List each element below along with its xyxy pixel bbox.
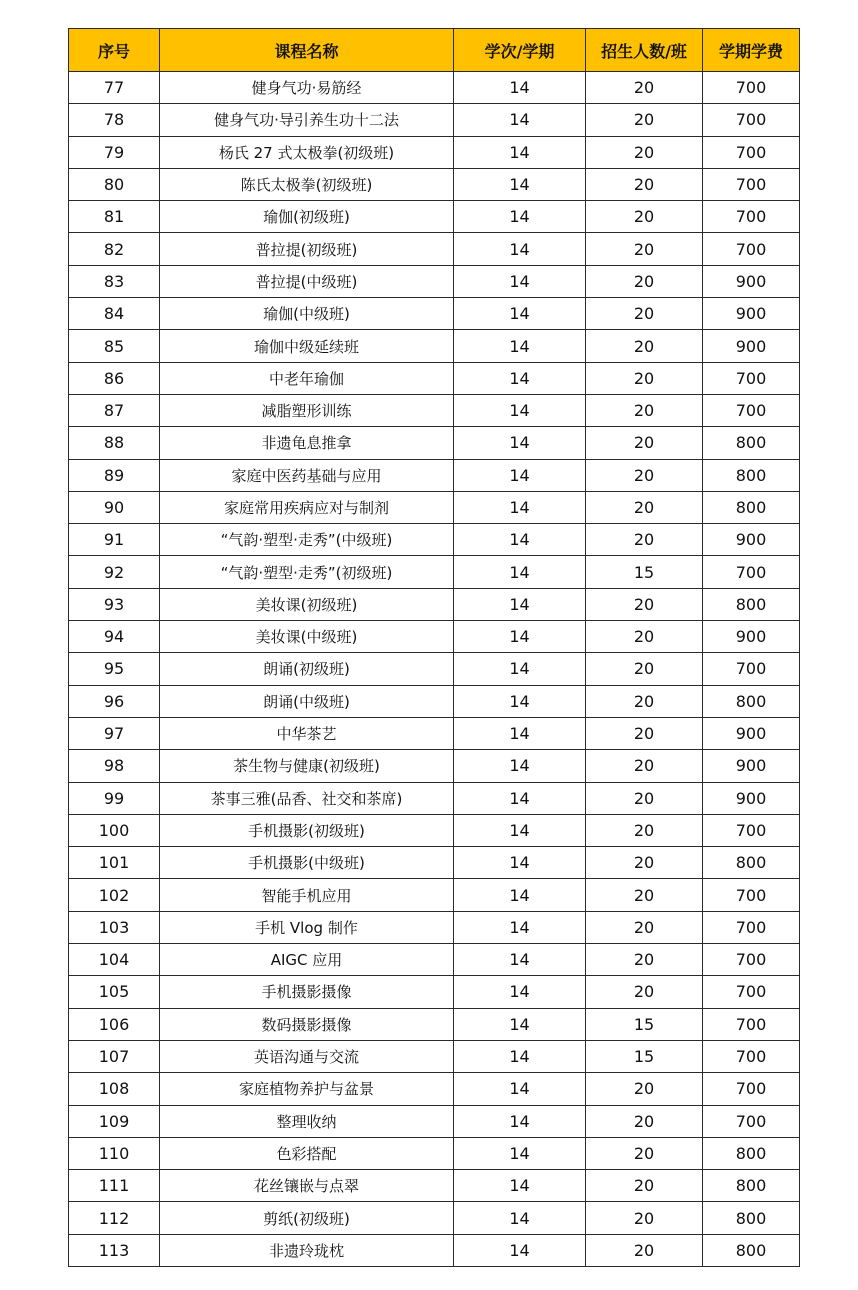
cell-index: 90 [69, 491, 160, 523]
cell-tuition: 700 [703, 72, 800, 104]
cell-sessions: 14 [454, 427, 586, 459]
course-table [68, 28, 800, 1267]
cell-sessions: 14 [454, 298, 586, 330]
cell-tuition: 800 [703, 491, 800, 523]
table-row [69, 330, 800, 362]
table-row [69, 847, 800, 879]
cell-enrollment: 15 [586, 1008, 703, 1040]
cell-enrollment: 20 [586, 588, 703, 620]
cell-index: 107 [69, 1040, 160, 1072]
cell-tuition: 700 [703, 394, 800, 426]
cell-enrollment: 20 [586, 168, 703, 200]
cell-tuition: 900 [703, 717, 800, 749]
table-row [69, 168, 800, 200]
cell-enrollment: 20 [586, 1234, 703, 1266]
cell-tuition: 700 [703, 944, 800, 976]
table-row [69, 298, 800, 330]
cell-enrollment: 20 [586, 782, 703, 814]
table-row [69, 911, 800, 943]
cell-course-name: 中老年瑜伽 [160, 362, 454, 394]
table-row [69, 556, 800, 588]
cell-index: 102 [69, 879, 160, 911]
cell-course-name: 家庭中医药基础与应用 [160, 459, 454, 491]
cell-index: 93 [69, 588, 160, 620]
cell-course-name: AIGC 应用 [160, 944, 454, 976]
header-tuition: 学期学费 [703, 29, 800, 72]
cell-enrollment: 20 [586, 104, 703, 136]
cell-tuition: 800 [703, 459, 800, 491]
cell-course-name: 健身气功·导引养生功十二法 [160, 104, 454, 136]
cell-index: 80 [69, 168, 160, 200]
cell-tuition: 800 [703, 1137, 800, 1169]
cell-index: 106 [69, 1008, 160, 1040]
cell-index: 105 [69, 976, 160, 1008]
cell-enrollment: 20 [586, 814, 703, 846]
cell-course-name: 家庭植物养护与盆景 [160, 1073, 454, 1105]
cell-enrollment: 20 [586, 976, 703, 1008]
cell-sessions: 14 [454, 588, 586, 620]
cell-course-name: 瑜伽中级延续班 [160, 330, 454, 362]
cell-sessions: 14 [454, 136, 586, 168]
cell-enrollment: 20 [586, 265, 703, 297]
cell-course-name: 普拉提(中级班) [160, 265, 454, 297]
cell-course-name: 茶事三雅(品香、社交和茶席) [160, 782, 454, 814]
cell-sessions: 14 [454, 621, 586, 653]
cell-sessions: 14 [454, 814, 586, 846]
table-row [69, 362, 800, 394]
cell-sessions: 14 [454, 1105, 586, 1137]
table-row [69, 750, 800, 782]
cell-sessions: 14 [454, 685, 586, 717]
cell-sessions: 14 [454, 362, 586, 394]
cell-course-name: 数码摄影摄像 [160, 1008, 454, 1040]
cell-enrollment: 20 [586, 330, 703, 362]
cell-tuition: 700 [703, 911, 800, 943]
cell-tuition: 700 [703, 556, 800, 588]
cell-enrollment: 20 [586, 621, 703, 653]
cell-tuition: 900 [703, 330, 800, 362]
cell-index: 103 [69, 911, 160, 943]
cell-tuition: 900 [703, 782, 800, 814]
cell-tuition: 900 [703, 750, 800, 782]
cell-sessions: 14 [454, 72, 586, 104]
table-body [69, 72, 800, 1267]
header-row [69, 29, 800, 72]
table-row [69, 1040, 800, 1072]
cell-sessions: 14 [454, 782, 586, 814]
cell-enrollment: 20 [586, 459, 703, 491]
table-row [69, 524, 800, 556]
cell-course-name: 中华茶艺 [160, 717, 454, 749]
cell-sessions: 14 [454, 265, 586, 297]
cell-course-name: 非遗玲珑枕 [160, 1234, 454, 1266]
cell-index: 87 [69, 394, 160, 426]
cell-course-name: 非遗龟息推拿 [160, 427, 454, 459]
cell-course-name: 普拉提(初级班) [160, 233, 454, 265]
cell-sessions: 14 [454, 944, 586, 976]
cell-index: 113 [69, 1234, 160, 1266]
cell-sessions: 14 [454, 1202, 586, 1234]
cell-tuition: 700 [703, 168, 800, 200]
cell-tuition: 800 [703, 685, 800, 717]
cell-course-name: 手机摄影(初级班) [160, 814, 454, 846]
cell-index: 92 [69, 556, 160, 588]
cell-tuition: 700 [703, 201, 800, 233]
cell-course-name: 陈氏太极拳(初级班) [160, 168, 454, 200]
cell-index: 86 [69, 362, 160, 394]
cell-enrollment: 20 [586, 879, 703, 911]
cell-tuition: 900 [703, 298, 800, 330]
cell-tuition: 900 [703, 621, 800, 653]
cell-sessions: 14 [454, 394, 586, 426]
cell-course-name: 英语沟通与交流 [160, 1040, 454, 1072]
cell-sessions: 14 [454, 233, 586, 265]
cell-sessions: 14 [454, 168, 586, 200]
cell-tuition: 700 [703, 1040, 800, 1072]
cell-index: 108 [69, 1073, 160, 1105]
cell-index: 78 [69, 104, 160, 136]
cell-course-name: 瑜伽(初级班) [160, 201, 454, 233]
cell-course-name: 健身气功·易筋经 [160, 72, 454, 104]
cell-enrollment: 20 [586, 685, 703, 717]
table-row [69, 394, 800, 426]
cell-tuition: 700 [703, 233, 800, 265]
cell-sessions: 14 [454, 976, 586, 1008]
table-row [69, 653, 800, 685]
cell-enrollment: 20 [586, 717, 703, 749]
cell-index: 97 [69, 717, 160, 749]
cell-index: 96 [69, 685, 160, 717]
table-row [69, 1137, 800, 1169]
cell-course-name: 色彩搭配 [160, 1137, 454, 1169]
cell-index: 100 [69, 814, 160, 846]
cell-course-name: 瑜伽(中级班) [160, 298, 454, 330]
cell-tuition: 700 [703, 1008, 800, 1040]
table-row [69, 621, 800, 653]
cell-course-name: 智能手机应用 [160, 879, 454, 911]
table-row [69, 265, 800, 297]
cell-tuition: 700 [703, 1105, 800, 1137]
table-row [69, 459, 800, 491]
cell-enrollment: 20 [586, 394, 703, 426]
table-row [69, 201, 800, 233]
cell-sessions: 14 [454, 201, 586, 233]
cell-tuition: 700 [703, 104, 800, 136]
cell-enrollment: 20 [586, 653, 703, 685]
cell-index: 81 [69, 201, 160, 233]
header-course-name: 课程名称 [160, 29, 454, 72]
cell-enrollment: 20 [586, 427, 703, 459]
cell-sessions: 14 [454, 491, 586, 523]
cell-course-name: 家庭常用疾病应对与制剂 [160, 491, 454, 523]
table-row [69, 136, 800, 168]
cell-index: 85 [69, 330, 160, 362]
cell-tuition: 700 [703, 814, 800, 846]
cell-course-name: 杨氏 27 式太极拳(初级班) [160, 136, 454, 168]
table-row [69, 717, 800, 749]
cell-index: 88 [69, 427, 160, 459]
cell-index: 84 [69, 298, 160, 330]
cell-sessions: 14 [454, 459, 586, 491]
cell-index: 111 [69, 1170, 160, 1202]
table-row [69, 427, 800, 459]
cell-tuition: 800 [703, 427, 800, 459]
cell-course-name: 手机 Vlog 制作 [160, 911, 454, 943]
cell-sessions: 14 [454, 911, 586, 943]
cell-tuition: 800 [703, 1234, 800, 1266]
cell-enrollment: 20 [586, 491, 703, 523]
cell-index: 110 [69, 1137, 160, 1169]
table-row [69, 782, 800, 814]
cell-index: 109 [69, 1105, 160, 1137]
cell-course-name: 茶生物与健康(初级班) [160, 750, 454, 782]
cell-sessions: 14 [454, 104, 586, 136]
cell-enrollment: 20 [586, 911, 703, 943]
cell-index: 98 [69, 750, 160, 782]
cell-tuition: 700 [703, 653, 800, 685]
cell-sessions: 14 [454, 1170, 586, 1202]
cell-course-name: 剪纸(初级班) [160, 1202, 454, 1234]
cell-course-name: 美妆课(初级班) [160, 588, 454, 620]
cell-course-name: “气韵·塑型·走秀”(初级班) [160, 556, 454, 588]
cell-sessions: 14 [454, 1234, 586, 1266]
table-row [69, 976, 800, 1008]
table-row [69, 72, 800, 104]
cell-enrollment: 20 [586, 524, 703, 556]
cell-sessions: 14 [454, 556, 586, 588]
cell-course-name: 整理收纳 [160, 1105, 454, 1137]
cell-sessions: 14 [454, 653, 586, 685]
cell-enrollment: 20 [586, 201, 703, 233]
table-row [69, 104, 800, 136]
table-row [69, 1234, 800, 1266]
cell-enrollment: 20 [586, 362, 703, 394]
cell-enrollment: 20 [586, 1137, 703, 1169]
cell-index: 77 [69, 72, 160, 104]
cell-sessions: 14 [454, 1008, 586, 1040]
cell-enrollment: 20 [586, 1073, 703, 1105]
table-row [69, 1008, 800, 1040]
cell-sessions: 14 [454, 750, 586, 782]
header-enrollment: 招生人数/班 [586, 29, 703, 72]
cell-course-name: 减脂塑形训练 [160, 394, 454, 426]
header-sessions: 学次/学期 [454, 29, 586, 72]
cell-index: 82 [69, 233, 160, 265]
cell-tuition: 700 [703, 136, 800, 168]
cell-sessions: 14 [454, 879, 586, 911]
cell-course-name: 手机摄影摄像 [160, 976, 454, 1008]
cell-tuition: 900 [703, 265, 800, 297]
cell-index: 101 [69, 847, 160, 879]
table-row [69, 1202, 800, 1234]
cell-enrollment: 20 [586, 233, 703, 265]
cell-sessions: 14 [454, 717, 586, 749]
cell-sessions: 14 [454, 847, 586, 879]
cell-tuition: 800 [703, 847, 800, 879]
cell-index: 95 [69, 653, 160, 685]
table-header [69, 29, 800, 72]
cell-tuition: 700 [703, 1073, 800, 1105]
cell-course-name: 美妆课(中级班) [160, 621, 454, 653]
table-row [69, 1105, 800, 1137]
cell-tuition: 800 [703, 588, 800, 620]
cell-index: 89 [69, 459, 160, 491]
cell-course-name: “气韵·塑型·走秀”(中级班) [160, 524, 454, 556]
cell-index: 79 [69, 136, 160, 168]
cell-tuition: 700 [703, 362, 800, 394]
table-row [69, 1170, 800, 1202]
cell-sessions: 14 [454, 524, 586, 556]
cell-enrollment: 15 [586, 1040, 703, 1072]
table-row [69, 588, 800, 620]
cell-sessions: 14 [454, 1073, 586, 1105]
header-index: 序号 [69, 29, 160, 72]
cell-index: 104 [69, 944, 160, 976]
cell-enrollment: 20 [586, 1170, 703, 1202]
cell-enrollment: 20 [586, 72, 703, 104]
cell-sessions: 14 [454, 1137, 586, 1169]
cell-course-name: 朗诵(中级班) [160, 685, 454, 717]
cell-enrollment: 20 [586, 750, 703, 782]
table-row [69, 814, 800, 846]
cell-enrollment: 20 [586, 847, 703, 879]
cell-course-name: 手机摄影(中级班) [160, 847, 454, 879]
cell-enrollment: 20 [586, 1105, 703, 1137]
cell-sessions: 14 [454, 330, 586, 362]
cell-course-name: 朗诵(初级班) [160, 653, 454, 685]
table-row [69, 491, 800, 523]
table-row [69, 1073, 800, 1105]
cell-enrollment: 15 [586, 556, 703, 588]
cell-tuition: 800 [703, 1170, 800, 1202]
cell-tuition: 800 [703, 1202, 800, 1234]
cell-enrollment: 20 [586, 1202, 703, 1234]
cell-tuition: 700 [703, 976, 800, 1008]
cell-enrollment: 20 [586, 136, 703, 168]
table-row [69, 233, 800, 265]
cell-sessions: 14 [454, 1040, 586, 1072]
cell-index: 94 [69, 621, 160, 653]
cell-enrollment: 20 [586, 298, 703, 330]
cell-course-name: 花丝镶嵌与点翠 [160, 1170, 454, 1202]
cell-tuition: 700 [703, 879, 800, 911]
cell-tuition: 900 [703, 524, 800, 556]
cell-index: 112 [69, 1202, 160, 1234]
table-row [69, 944, 800, 976]
cell-index: 83 [69, 265, 160, 297]
cell-index: 99 [69, 782, 160, 814]
table-row [69, 879, 800, 911]
cell-index: 91 [69, 524, 160, 556]
cell-enrollment: 20 [586, 944, 703, 976]
table-row [69, 685, 800, 717]
